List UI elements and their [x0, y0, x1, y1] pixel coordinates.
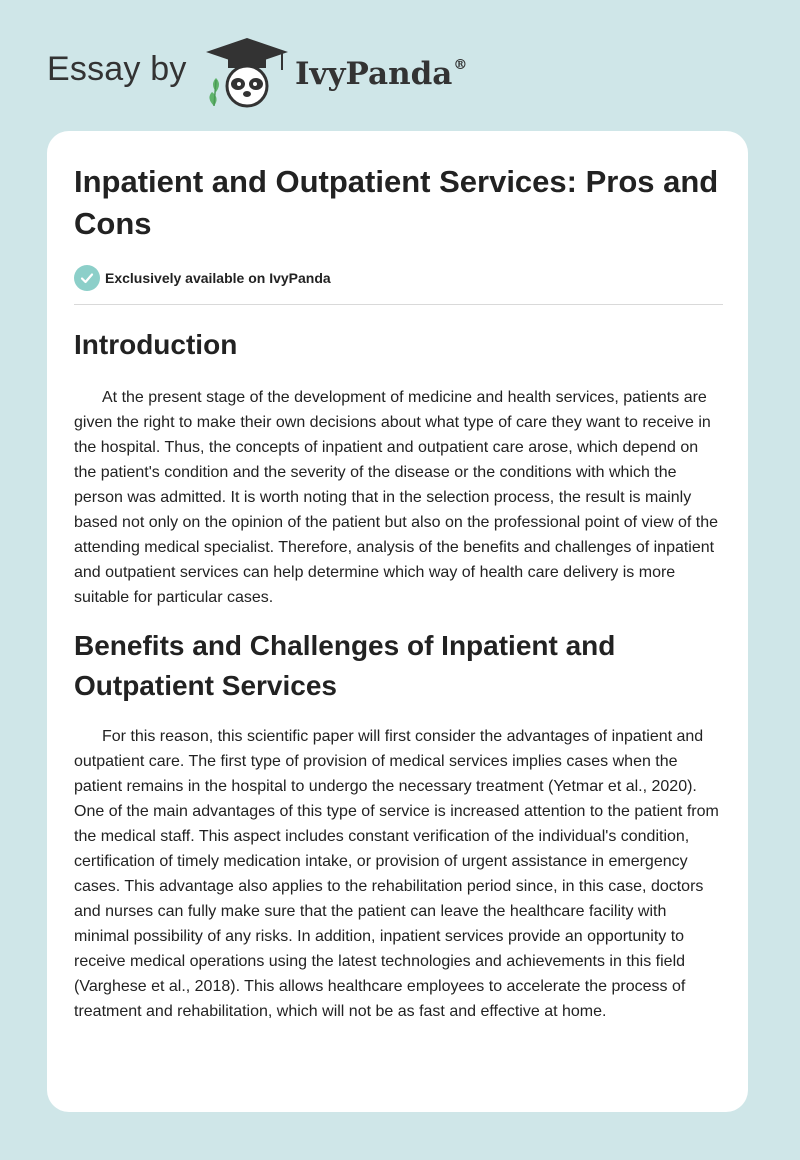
exclusive-badge [74, 264, 723, 292]
essay-card [47, 131, 748, 1112]
essay-content [74, 161, 723, 1024]
essay-title: Inpatient and Outpatient Services: Pros and Cons [74, 164, 719, 241]
section-heading-introduction: Introduction [74, 329, 238, 360]
check-icon [74, 265, 100, 291]
introduction-paragraph: At the present stage of the development of medicine and health services, patients are given the right to make their own decisions about what type of care they want to receive in the hospital. Thus, the concepts of inpatient and outpatient care arose, which depend on the patient's condition and the severity of the disease or the conditions with which the person was admitted. It is worth noting that in the selection process, the result is mainly based not only on the opinion of the patient but also on the professional point of view of the attending medical specialist. Therefore, analysis of the benefits and challenges of inpatient and outpatient services can help determine which way of health care delivery is more suitable for particular cases. [74, 389, 719, 606]
essay-by-label: Essay by [47, 50, 187, 88]
benefits-paragraph: For this reason, this scientific paper will first consider the advantages of inpatient and outpatient care. The first type of provision of medical services implies cases when the patient remains in the hospital to undergo the necessary treatment (Yetmar et al., 2020). One of the main advantages of this type of service is increased attention to the patient from the medical staff. This aspect includes constant verification of the individual's condition, certification of timely medication intake, or provision of urgent assistance in emergency cases. This advantage also applies to the rehabilitation period since, in this case, doctors and nurses can fully make sure that the patient can leave the healthcare facility with minimal possibility of any risks. In addition, inpatient services provide an opportunity to receive medical operations using the latest technologies and achievements in this field (Varghese et al., 2018). This allows healthcare employees to accelerate the process of treatment and rehabilitation, which will not be as fast and effective at home. [74, 728, 719, 1020]
panda-graduate-icon[interactable] [202, 36, 292, 108]
exclusive-badge-label: Exclusively available on IvyPanda [105, 270, 331, 286]
brand-name: IvyPanda [295, 56, 453, 92]
divider [74, 304, 723, 305]
brand-logo-text[interactable] [295, 56, 467, 92]
registered-mark: ® [453, 56, 468, 73]
section-heading-benefits: Benefits and Challenges of Inpatient and Outpatient Services [74, 630, 616, 701]
site-header [47, 36, 747, 108]
